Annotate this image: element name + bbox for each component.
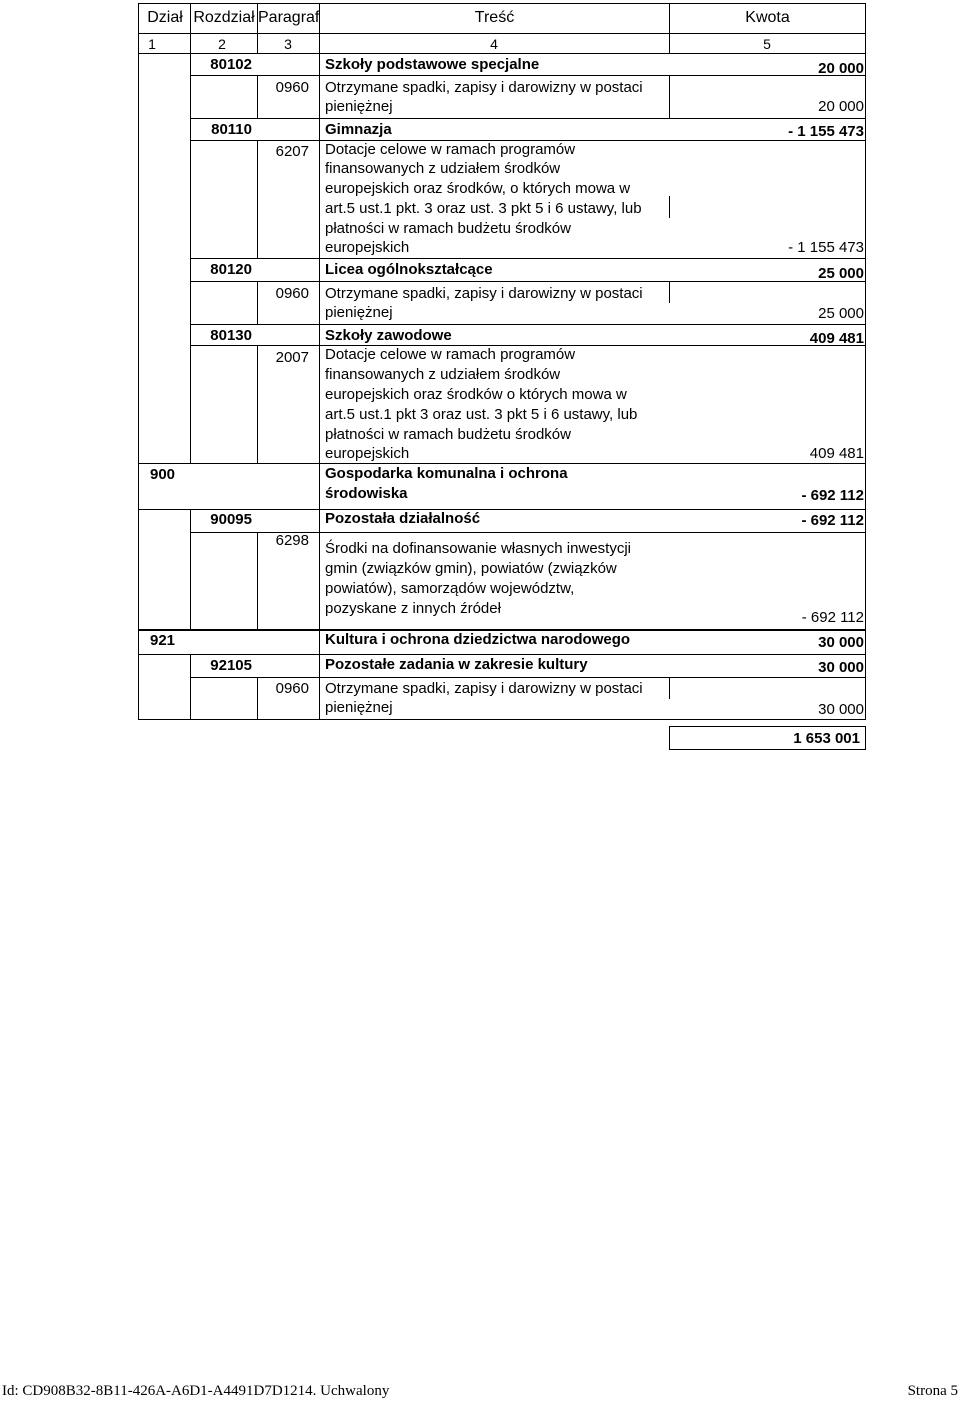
rozdzial-amount: 30 000 [818, 659, 864, 676]
rozdzial-code: 80102 [210, 56, 252, 73]
header-rozdzial: Rozdział [193, 9, 255, 26]
page-number: Strona 5 [907, 1383, 958, 1399]
rozdzial-name: Pozostała działalność [325, 510, 481, 527]
dzial-amount: - 692 112 [801, 487, 864, 504]
paragraf-text-line: finansowanych z udziałem środków [325, 366, 561, 383]
paragraf-text-line: Środki na dofinansowanie własnych inwestycji [325, 540, 631, 557]
paragraf-text-line: finansowanych z udziałem środków [325, 160, 561, 177]
paragraf-text-line: Otrzymane spadki, zapisy i darowizny w postaci [325, 680, 643, 697]
rozdzial-name: Licea ogólnokształcące [325, 261, 493, 278]
paragraf-amount: - 1 155 473 [788, 239, 864, 256]
paragraf-text-line: europejskich oraz środków o których mowa w [325, 386, 627, 403]
paragraf-amount: 25 000 [818, 305, 864, 322]
rozdzial-code: 90095 [210, 511, 252, 528]
paragraf-text-line: pieniężnej [325, 304, 393, 321]
paragraf-amount: - 692 112 [801, 609, 864, 626]
paragraf-text-line: art.5 ust.1 pkt 3 oraz ust. 3 pkt 5 i 6 ustawy, lub [325, 406, 638, 423]
paragraf-amount: 20 000 [818, 98, 864, 115]
dzial-amount: 30 000 [818, 634, 864, 651]
rozdzial-code: 80120 [210, 261, 252, 278]
paragraf-amount: 30 000 [818, 701, 864, 718]
rozdzial-code: 80130 [210, 327, 252, 344]
col-num-1: 1 [148, 36, 156, 52]
dzial-code: 921 [150, 632, 176, 649]
rozdzial-name: Gimnazja [325, 121, 392, 138]
paragraf-text-line: płatności w ramach budżetu środków [325, 220, 571, 237]
paragraf-text-line: powiatów), samorządów województw, [325, 580, 575, 597]
rozdzial-name: Szkoły zawodowe [325, 327, 452, 344]
paragraf-code: 2007 [275, 349, 309, 366]
rozdzial-name: Szkoły podstawowe specjalne [325, 56, 540, 73]
paragraf-amount: 409 481 [809, 445, 864, 462]
header-paragraf: Paragraf [258, 9, 320, 26]
rozdzial-name: Pozostałe zadania w zakresie kultury [325, 656, 588, 673]
paragraf-code: 0960 [275, 79, 309, 96]
paragraf-text-line: gmin (związków gmin), powiatów (związków [325, 560, 617, 577]
header-tresc: Treść [474, 9, 515, 26]
rozdzial-amount: 20 000 [818, 60, 864, 77]
dzial-name-line: Gospodarka komunalna i ochrona [325, 465, 568, 482]
paragraf-text-line: europejskich [325, 445, 410, 462]
paragraf-text-line: europejskich oraz środków, o których mowa w [325, 180, 631, 197]
paragraf-code: 6207 [275, 143, 309, 160]
header-kwota: Kwota [745, 9, 790, 26]
rozdzial-code: 80110 [211, 121, 252, 138]
col-num-2: 2 [218, 36, 226, 52]
col-num-5: 5 [763, 36, 771, 52]
paragraf-text-line: art.5 ust.1 pkt. 3 oraz ust. 3 pkt 5 i 6 ustawy, lub [325, 200, 642, 217]
col-num-4: 4 [490, 36, 498, 52]
rozdzial-amount: - 1 155 473 [788, 123, 864, 140]
header-dzial: Dział [147, 9, 183, 26]
paragraf-text-line: pieniężnej [325, 699, 393, 716]
total-amount: 1 653 001 [793, 730, 860, 747]
paragraf-text-line: płatności w ramach budżetu środków [325, 426, 571, 443]
paragraf-text-line: pieniężnej [325, 98, 393, 115]
paragraf-code: 0960 [275, 680, 309, 697]
rozdzial-amount: 409 481 [809, 330, 864, 347]
paragraf-text-line: pozyskane z innych źródeł [325, 600, 501, 617]
paragraf-code: 0960 [275, 285, 309, 302]
paragraf-code: 6298 [275, 532, 309, 549]
rozdzial-code: 92105 [210, 657, 252, 674]
rozdzial-amount: - 692 112 [801, 512, 864, 529]
paragraf-text-line: Otrzymane spadki, zapisy i darowizny w postaci [325, 285, 643, 302]
document-id: Id: CD908B32-8B11-426A-A6D1-A4491D7D1214. Uchwalony [2, 1383, 390, 1399]
dzial-name: Kultura i ochrona dziedzictwa narodowego [325, 631, 631, 648]
dzial-code: 900 [150, 466, 176, 483]
paragraf-text-line: Dotacje celowe w ramach programów [325, 346, 576, 363]
col-num-3: 3 [284, 36, 292, 52]
paragraf-text-line: europejskich [325, 239, 410, 256]
paragraf-text-line: Otrzymane spadki, zapisy i darowizny w postaci [325, 79, 643, 96]
dzial-name-line: środowiska [325, 485, 408, 502]
rozdzial-amount: 25 000 [818, 265, 864, 282]
paragraf-text-line: Dotacje celowe w ramach programów [325, 141, 576, 158]
